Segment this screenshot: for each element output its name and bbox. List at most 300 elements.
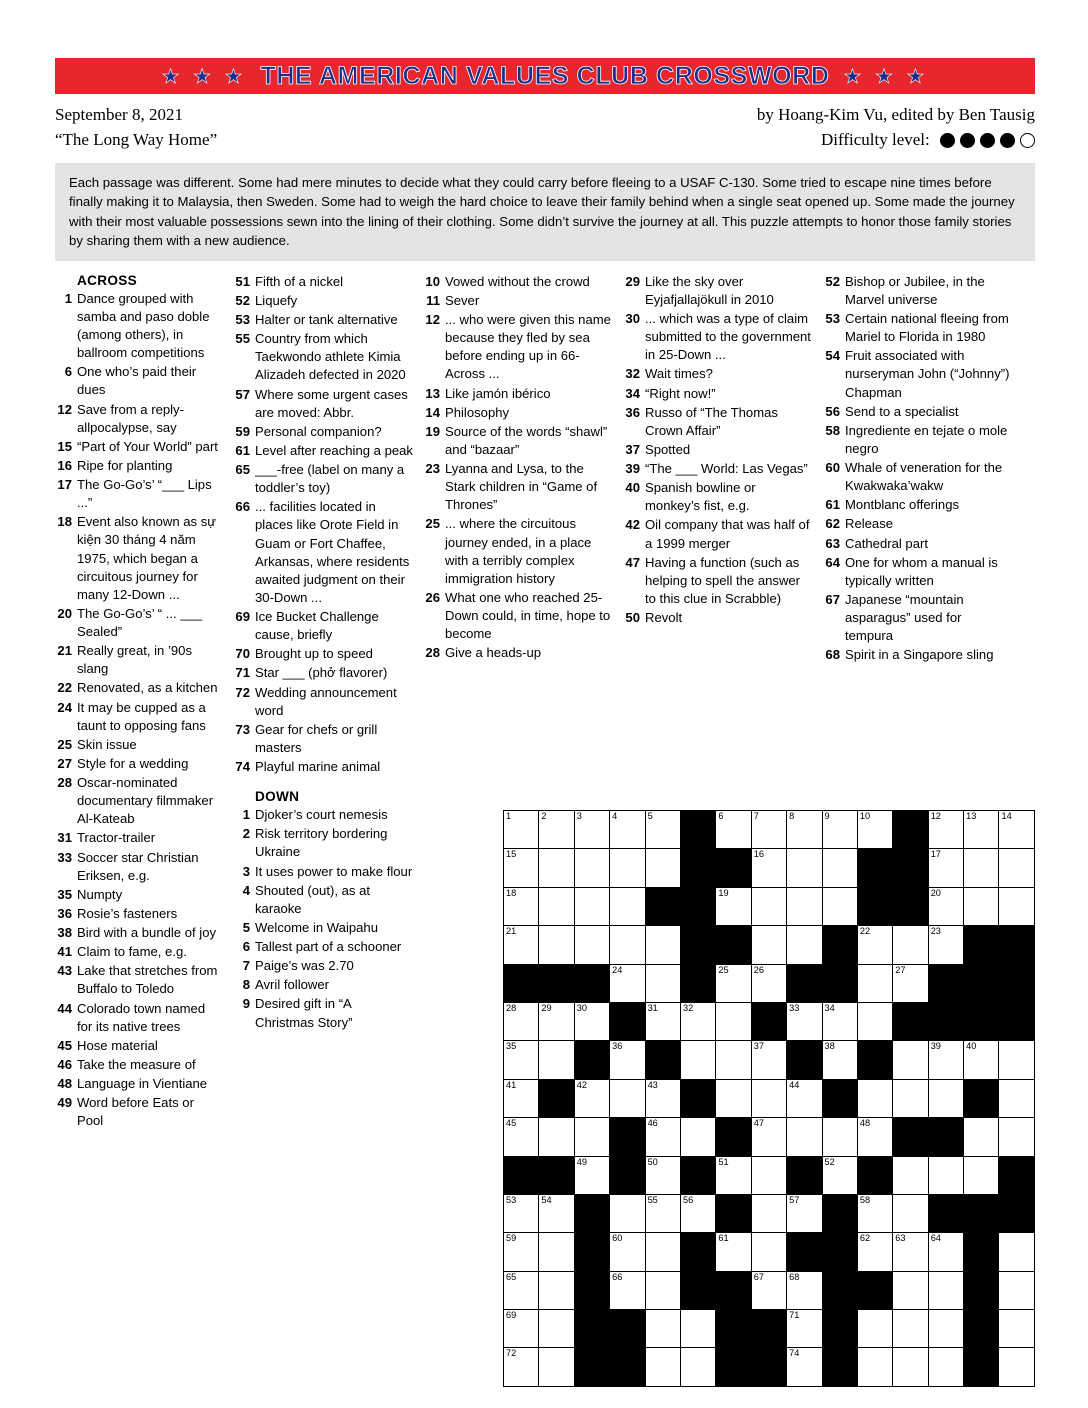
- grid-cell[interactable]: [928, 887, 963, 925]
- grid-cell-number: 14: [1001, 811, 1012, 821]
- across-heading: ACROSS: [77, 272, 137, 288]
- grid-cell-number: 63: [895, 1233, 906, 1244]
- clue-text: Bird with a bundle of joy: [77, 925, 217, 941]
- crossword-grid[interactable]: [503, 810, 1035, 1387]
- clue-item[interactable]: [823, 591, 1013, 645]
- clue-number: 12: [425, 312, 440, 328]
- grid-cell[interactable]: [504, 1233, 539, 1271]
- grid-cell[interactable]: [787, 1194, 822, 1232]
- grid-cell[interactable]: [999, 887, 1035, 925]
- clue-text: Cathedral part: [845, 535, 928, 551]
- masthead-title: THE AMERICAN VALUES CLUB CROSSWORD: [260, 61, 830, 90]
- clue-item[interactable]: [233, 919, 413, 937]
- grid-cell[interactable]: [893, 964, 928, 1002]
- grid-cell[interactable]: [751, 887, 786, 925]
- grid-cell[interactable]: [610, 849, 645, 887]
- clue-item[interactable]: [233, 645, 413, 663]
- grid-cell[interactable]: [751, 926, 786, 964]
- clue-item[interactable]: [55, 438, 223, 456]
- grid-cell[interactable]: [857, 1233, 892, 1271]
- grid-cell[interactable]: [893, 1233, 928, 1271]
- grid-cell[interactable]: [574, 1002, 609, 1040]
- grid-cell[interactable]: [857, 1310, 892, 1348]
- clue-item[interactable]: [823, 515, 1013, 533]
- grid-cell[interactable]: [787, 1271, 822, 1309]
- clue-item[interactable]: [423, 589, 613, 643]
- clue-item[interactable]: [623, 479, 813, 515]
- grid-cell[interactable]: [504, 1310, 539, 1348]
- clue-item[interactable]: [823, 347, 1013, 401]
- grid-cell[interactable]: [787, 887, 822, 925]
- clue-item[interactable]: [55, 401, 223, 437]
- grid-cell[interactable]: [539, 1002, 574, 1040]
- grid-cell[interactable]: [857, 1194, 892, 1232]
- grid-cell[interactable]: [610, 926, 645, 964]
- grid-cell[interactable]: [751, 964, 786, 1002]
- clue-number: 53: [825, 311, 840, 327]
- grid-cell-block: [964, 1310, 999, 1348]
- grid-cell[interactable]: [928, 1156, 963, 1194]
- grid-cell-number: 61: [718, 1233, 729, 1244]
- clue-item[interactable]: [233, 957, 413, 975]
- clue-text: Risk territory bordering Ukraine: [255, 826, 388, 860]
- grid-cell[interactable]: [716, 964, 751, 1002]
- grid-cell[interactable]: [610, 1233, 645, 1271]
- grid-cell[interactable]: [574, 811, 609, 849]
- clue-item[interactable]: [823, 273, 1013, 309]
- clue-item[interactable]: [423, 311, 613, 384]
- clue-item[interactable]: [423, 423, 613, 459]
- clue-text: Wedding announcement word: [255, 684, 397, 718]
- grid-cell[interactable]: [574, 1079, 609, 1117]
- grid-cell[interactable]: [539, 1348, 574, 1386]
- grid-cell-block: [928, 1118, 963, 1156]
- grid-cell-number: 44: [789, 1079, 800, 1090]
- clue-item[interactable]: [55, 905, 223, 923]
- grid-row: [504, 964, 1035, 1002]
- clue-number: 28: [57, 775, 72, 791]
- clue-number: 60: [825, 460, 840, 476]
- grid-cell-number: 74: [789, 1348, 800, 1359]
- grid-cell-number: 21: [506, 926, 517, 937]
- grid-cell-block: [574, 1310, 609, 1348]
- grid-cell[interactable]: [645, 1271, 680, 1309]
- clue-item[interactable]: [623, 404, 813, 440]
- grid-cell-number: 19: [718, 887, 729, 898]
- clue-item[interactable]: [423, 273, 613, 291]
- clue-item[interactable]: [423, 644, 613, 662]
- grid-cell-block: [822, 1079, 857, 1117]
- grid-cell[interactable]: [822, 1118, 857, 1156]
- clue-item[interactable]: [55, 1094, 223, 1130]
- grid-cell[interactable]: [504, 1118, 539, 1156]
- grid-cell-block: [751, 1002, 786, 1040]
- clue-item[interactable]: [55, 1056, 223, 1074]
- grid-cell-number: 22: [859, 926, 871, 937]
- grid-cell[interactable]: [504, 926, 539, 964]
- clue-item[interactable]: [233, 608, 413, 644]
- clue-item[interactable]: [55, 1037, 223, 1055]
- grid-cell[interactable]: [857, 1002, 892, 1040]
- grid-cell[interactable]: [787, 1348, 822, 1386]
- grid-cell[interactable]: [964, 811, 999, 849]
- grid-cell[interactable]: [751, 1233, 786, 1271]
- clue-number: 10: [425, 273, 440, 289]
- grid-cell[interactable]: [893, 1348, 928, 1386]
- clue-item[interactable]: [233, 292, 413, 310]
- clue-item[interactable]: [623, 441, 813, 459]
- clue-number: 1: [64, 290, 72, 306]
- clue-item[interactable]: [623, 554, 813, 608]
- grid-cell[interactable]: [504, 849, 539, 887]
- clue-item[interactable]: [823, 310, 1013, 346]
- grid-cell[interactable]: [928, 1348, 963, 1386]
- grid-cell[interactable]: [680, 1310, 715, 1348]
- grid-cell[interactable]: [999, 1118, 1035, 1156]
- grid-cell[interactable]: [893, 1156, 928, 1194]
- grid-cell-number: 1: [506, 811, 512, 821]
- grid-cell[interactable]: [751, 811, 786, 849]
- grid-cell[interactable]: [716, 1041, 751, 1079]
- grid-cell[interactable]: [787, 926, 822, 964]
- clue-item[interactable]: [423, 460, 613, 514]
- grid-cell[interactable]: [787, 849, 822, 887]
- grid-cell-block: [539, 1079, 574, 1117]
- grid-cell-block: [999, 964, 1035, 1002]
- grid-cell-block: [964, 926, 999, 964]
- grid-cell[interactable]: [610, 964, 645, 1002]
- clue-item[interactable]: [233, 311, 413, 329]
- clue-item[interactable]: [823, 496, 1013, 514]
- grid-cell[interactable]: [539, 1233, 574, 1271]
- grid-cell[interactable]: [610, 1079, 645, 1117]
- grid-cell[interactable]: [504, 887, 539, 925]
- clue-item[interactable]: [55, 943, 223, 961]
- grid-cell[interactable]: [574, 849, 609, 887]
- clue-item[interactable]: [623, 365, 813, 383]
- grid-cell[interactable]: [539, 1118, 574, 1156]
- grid-row: [504, 1310, 1035, 1348]
- clue-item[interactable]: [233, 758, 413, 776]
- grid-cell[interactable]: [893, 1271, 928, 1309]
- clue-item[interactable]: [233, 330, 413, 384]
- grid-cell[interactable]: [928, 1079, 963, 1117]
- clue-number: 52: [235, 292, 250, 308]
- grid-cell-number: 29: [541, 1002, 552, 1013]
- grid-cell[interactable]: [999, 1271, 1035, 1309]
- clue-item[interactable]: [233, 721, 413, 757]
- grid-cell[interactable]: [822, 849, 857, 887]
- grid-cell[interactable]: [645, 1002, 680, 1040]
- grid-cell[interactable]: [716, 1079, 751, 1117]
- grid-cell[interactable]: [539, 811, 574, 849]
- clue-item[interactable]: [823, 422, 1013, 458]
- clue-item[interactable]: [233, 806, 413, 824]
- grid-cell[interactable]: [680, 1194, 715, 1232]
- clue-item[interactable]: [233, 995, 413, 1031]
- grid-cell[interactable]: [645, 964, 680, 1002]
- clue-item[interactable]: [233, 498, 413, 607]
- clue-item[interactable]: [623, 310, 813, 364]
- grid-cell[interactable]: [645, 811, 680, 849]
- grid-cell[interactable]: [787, 1310, 822, 1348]
- clue-item[interactable]: [233, 423, 413, 441]
- grid-cell[interactable]: [857, 1079, 892, 1117]
- grid-cell[interactable]: [751, 1079, 786, 1117]
- clue-item[interactable]: [55, 476, 223, 512]
- clue-number: 36: [57, 905, 72, 921]
- grid-cell[interactable]: [574, 1156, 609, 1194]
- grid-cell-block: [574, 1041, 609, 1079]
- grid-cell[interactable]: [716, 1156, 751, 1194]
- clue-item[interactable]: [55, 736, 223, 754]
- difficulty-dot-3: [980, 133, 995, 148]
- grid-cell[interactable]: [680, 1041, 715, 1079]
- grid-cell[interactable]: [645, 1156, 680, 1194]
- clue-item[interactable]: [823, 459, 1013, 495]
- grid-cell[interactable]: [610, 811, 645, 849]
- clue-item[interactable]: [55, 290, 223, 363]
- grid-cell-block: [680, 1156, 715, 1194]
- grid-cell[interactable]: [610, 1271, 645, 1309]
- grid-cell[interactable]: [716, 1002, 751, 1040]
- grid-cell[interactable]: [751, 1194, 786, 1232]
- clue-item[interactable]: [423, 404, 613, 422]
- grid-cell[interactable]: [574, 926, 609, 964]
- grid-cell[interactable]: [787, 1079, 822, 1117]
- grid-cell-block: [680, 811, 715, 849]
- grid-cell[interactable]: [716, 811, 751, 849]
- grid-cell[interactable]: [751, 1041, 786, 1079]
- grid-cell[interactable]: [504, 1079, 539, 1117]
- grid-cell[interactable]: [504, 811, 539, 849]
- clue-item[interactable]: [55, 699, 223, 735]
- clue-item[interactable]: [55, 457, 223, 475]
- clue-item[interactable]: [233, 976, 413, 994]
- grid-cell[interactable]: [857, 811, 892, 849]
- grid-cell[interactable]: [539, 1310, 574, 1348]
- grid-cell[interactable]: [893, 1079, 928, 1117]
- clue-number: 16: [57, 457, 72, 473]
- grid-cell[interactable]: [964, 1156, 999, 1194]
- clue-item[interactable]: [233, 273, 413, 291]
- grid-cell[interactable]: [928, 1271, 963, 1309]
- grid-cell[interactable]: [645, 1194, 680, 1232]
- clue-item[interactable]: [55, 1000, 223, 1036]
- grid-cell-block: [893, 1118, 928, 1156]
- clue-item[interactable]: [55, 849, 223, 885]
- clue-item[interactable]: [55, 642, 223, 678]
- grid-cell[interactable]: [574, 1118, 609, 1156]
- clue-text: What one who reached 25-Down could, in time, hope to become: [445, 589, 611, 642]
- grid-cell[interactable]: [893, 1194, 928, 1232]
- grid-cell[interactable]: [857, 1348, 892, 1386]
- grid-cell[interactable]: [964, 887, 999, 925]
- grid-cell[interactable]: [716, 1233, 751, 1271]
- clue-item[interactable]: [823, 403, 1013, 421]
- clue-item[interactable]: [55, 962, 223, 998]
- grid-cell-number: 30: [576, 1002, 588, 1013]
- grid-cell-block: [928, 1194, 963, 1232]
- grid-cell[interactable]: [751, 1118, 786, 1156]
- grid-cell[interactable]: [645, 1118, 680, 1156]
- grid-cell[interactable]: [999, 1041, 1035, 1079]
- clue-text: Ripe for planting: [77, 457, 173, 473]
- clue-number: 3: [242, 863, 250, 879]
- clue-text: Wait times?: [645, 366, 713, 382]
- grid-cell[interactable]: [680, 1118, 715, 1156]
- clue-item[interactable]: [623, 273, 813, 309]
- clue-number: 47: [625, 554, 640, 570]
- grid-cell[interactable]: [822, 811, 857, 849]
- clue-item[interactable]: [55, 679, 223, 697]
- grid-cell[interactable]: [822, 1002, 857, 1040]
- clue-item[interactable]: [233, 664, 413, 682]
- clue-item[interactable]: [623, 516, 813, 552]
- clue-text: Montblanc offerings: [845, 497, 960, 513]
- grid-cell[interactable]: [539, 926, 574, 964]
- clue-item[interactable]: [233, 825, 413, 861]
- grid-cell[interactable]: [645, 926, 680, 964]
- clue-item[interactable]: [823, 535, 1013, 553]
- clue-item[interactable]: [233, 461, 413, 497]
- grid-cell[interactable]: [928, 1310, 963, 1348]
- grid-cell[interactable]: [822, 1156, 857, 1194]
- grid-cell-block: [716, 1118, 751, 1156]
- grid-cell[interactable]: [999, 1348, 1035, 1386]
- clue-item[interactable]: [623, 460, 813, 478]
- across-clues-part-2: [233, 273, 413, 776]
- grid-cell[interactable]: [645, 1348, 680, 1386]
- clue-item[interactable]: [55, 513, 223, 604]
- grid-cell[interactable]: [504, 1348, 539, 1386]
- grid-cell[interactable]: [999, 811, 1035, 849]
- clue-item[interactable]: [55, 886, 223, 904]
- grid-cell[interactable]: [645, 849, 680, 887]
- clue-item[interactable]: [233, 863, 413, 881]
- clue-item[interactable]: [623, 609, 813, 627]
- clue-text: Certain national fleeing from Mariel to Florida in 1980: [845, 311, 1009, 345]
- clue-number: 26: [425, 589, 440, 605]
- grid-cell[interactable]: [539, 887, 574, 925]
- clue-item[interactable]: [423, 385, 613, 403]
- grid-cell[interactable]: [504, 1002, 539, 1040]
- grid-cell[interactable]: [539, 1041, 574, 1079]
- clue-item[interactable]: [55, 605, 223, 641]
- down-clues-part-3: [623, 273, 813, 627]
- grid-cell[interactable]: [645, 1233, 680, 1271]
- grid-cell[interactable]: [787, 1002, 822, 1040]
- clue-item[interactable]: [233, 938, 413, 956]
- grid-cell[interactable]: [999, 1233, 1035, 1271]
- grid-cell-block: [822, 1348, 857, 1386]
- grid-cell[interactable]: [787, 1118, 822, 1156]
- clue-item[interactable]: [55, 755, 223, 773]
- grid-cell-number: 45: [506, 1118, 517, 1129]
- grid-cell[interactable]: [751, 849, 786, 887]
- grid-cell[interactable]: [964, 849, 999, 887]
- grid-cell[interactable]: [645, 1310, 680, 1348]
- grid-cell[interactable]: [610, 1041, 645, 1079]
- difficulty-dot-1: [940, 133, 955, 148]
- grid-cell[interactable]: [610, 887, 645, 925]
- grid-cell[interactable]: [539, 849, 574, 887]
- grid-cell[interactable]: [680, 1348, 715, 1386]
- clue-item[interactable]: [623, 385, 813, 403]
- grid-cell[interactable]: [928, 1041, 963, 1079]
- grid-cell-block: [787, 1233, 822, 1271]
- grid-cell[interactable]: [999, 1310, 1035, 1348]
- grid-cell[interactable]: [964, 1118, 999, 1156]
- grid-cell[interactable]: [928, 811, 963, 849]
- grid-cell-number: 72: [506, 1348, 517, 1359]
- clue-item[interactable]: [55, 829, 223, 847]
- puzzle-date: September 8, 2021: [55, 105, 183, 124]
- clue-item[interactable]: [823, 646, 1013, 664]
- grid-cell[interactable]: [504, 1271, 539, 1309]
- grid-cell[interactable]: [928, 849, 963, 887]
- clue-item[interactable]: [55, 1075, 223, 1093]
- grid-cell[interactable]: [610, 1194, 645, 1232]
- grid-cell-number: 55: [647, 1194, 658, 1205]
- grid-cell[interactable]: [504, 1041, 539, 1079]
- clue-item[interactable]: [423, 515, 613, 588]
- clue-item[interactable]: [233, 684, 413, 720]
- grid-row: [504, 1271, 1035, 1309]
- clue-item[interactable]: [233, 882, 413, 918]
- grid-cell[interactable]: [822, 887, 857, 925]
- grid-cell[interactable]: [893, 926, 928, 964]
- grid-cell[interactable]: [928, 1233, 963, 1271]
- grid-cell[interactable]: [539, 1194, 574, 1232]
- clue-item[interactable]: [55, 774, 223, 828]
- grid-cell[interactable]: [504, 1194, 539, 1232]
- clue-number: 50: [625, 610, 640, 626]
- clue-item[interactable]: [55, 924, 223, 942]
- grid-cell[interactable]: [893, 1310, 928, 1348]
- grid-cell[interactable]: [645, 1079, 680, 1117]
- grid-cell[interactable]: [787, 811, 822, 849]
- clue-number: 68: [825, 647, 840, 663]
- grid-cell[interactable]: [893, 1041, 928, 1079]
- clue-item[interactable]: [233, 442, 413, 460]
- grid-cell-block: [928, 964, 963, 1002]
- clue-text: Playful marine animal: [255, 759, 381, 775]
- grid-cell[interactable]: [574, 887, 609, 925]
- grid-cell[interactable]: [928, 926, 963, 964]
- grid-cell[interactable]: [716, 887, 751, 925]
- grid-cell[interactable]: [822, 1041, 857, 1079]
- clue-item[interactable]: [823, 554, 1013, 590]
- grid-cell[interactable]: [999, 849, 1035, 887]
- grid-cell[interactable]: [751, 1271, 786, 1309]
- clue-item[interactable]: [423, 292, 613, 310]
- grid-cell-number: 50: [647, 1156, 658, 1167]
- clue-number: 65: [235, 462, 250, 478]
- clue-number: 38: [57, 925, 72, 941]
- grid-cell[interactable]: [857, 964, 892, 1002]
- grid-cell[interactable]: [680, 1002, 715, 1040]
- clue-item[interactable]: [233, 386, 413, 422]
- clue-item[interactable]: [55, 363, 223, 399]
- grid-cell[interactable]: [964, 1041, 999, 1079]
- grid-cell[interactable]: [539, 1271, 574, 1309]
- across-clues-part-1: [55, 290, 223, 1131]
- grid-cell[interactable]: [857, 926, 892, 964]
- grid-cell[interactable]: [999, 1079, 1035, 1117]
- grid-cell[interactable]: [751, 1156, 786, 1194]
- grid-cell[interactable]: [857, 1118, 892, 1156]
